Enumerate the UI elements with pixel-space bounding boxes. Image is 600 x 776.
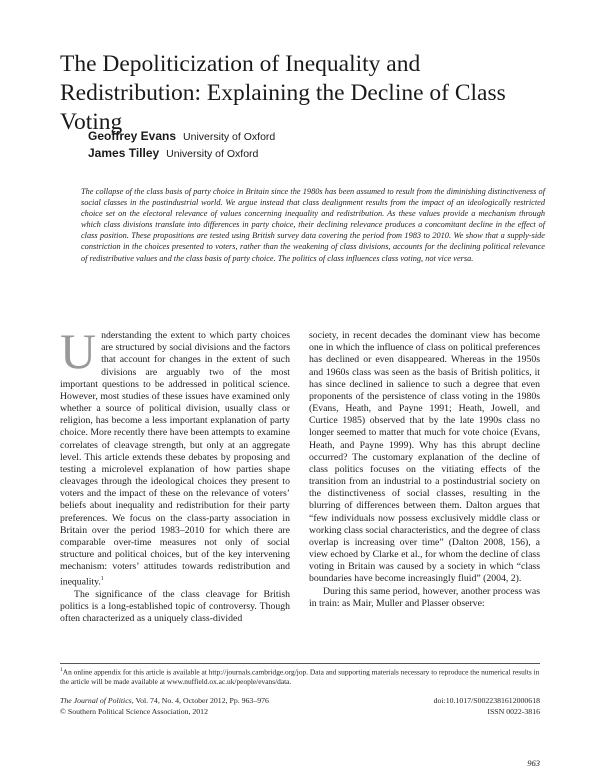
body-paragraph: The significance of the class cleavage for British politics is a long-established topic of controversy. Though often characterized as a uniquely class-divided [60,588,290,625]
body-column-left [60,323,290,625]
journal-name: The Journal of Politics [60,696,132,705]
author-list [88,128,275,162]
page-number: 963 [527,758,540,768]
body-column-right [309,330,540,610]
footer-citation [60,695,269,717]
author-name: Geoffrey Evans [88,129,177,143]
author-affiliation: University of Oxford [166,148,259,160]
author-entry [88,128,275,145]
body-paragraph: During this same period, however, another process was in train: as Mair, Muller and Plasser observe: [309,585,540,609]
paragraph-text: nderstanding the extent to which party choices are structured by social divisions and the factors that account for changes in the extent of such divisions are arguably two of the most important questions to be addressed in political science. However, most studies of these issues have examined only whether a source of political division, usually class or religion, has become a less important explanation of party choice. More recently there have been attempts to examine correlates of cleavage strength, but only at an aggregate level. This article extends these debates by proposing and testing a microlevel explanation of how parties shape cleavages through the ideological choices they present to voters and the impact of these on the relevance of voters’ beliefs about inequality and redistribution for their party preferences. We focus on the class-party association in Britain over the period 1983–2010 for which there are comparable over-time measures not only of social structure and political choices, but of the key intervening mechanism: voters’ attitudes towards redistribution and inequality. [60,330,290,588]
footnote-divider [60,663,540,664]
abstract: The collapse of the class basis of party choice in Britain since the 1980s has been assumed to result from the diminishing distinctiveness of social classes in the postindustrial world. We argue instead that class dealignment results from the impact of an ideologically restricted choice set on the electoral relevance of values concerning inequality and redistribution. As these values provide a mechanism through which class divisions translate into differences in party choice, their declining relevance produces a concomitant decline in the effect of class position. These propositions are tested using British survey data covering the period from 1983 to 2010. We show that a supply-side constriction in the choices presented to voters, rather than the weakening of class divisions, accounts for the declining political relevance of redistributive values and the class basis of party choice. The politics of class influences class voting, not vice versa. [81,187,545,263]
footer-identifiers [340,695,540,717]
footnote [60,666,540,687]
body-paragraph: society, in recent decades the dominant view has become one in which the influence of class on political preferences has declined or even disappeared. Whereas in the 1950s and 1960s class was seen as the basis of British politics, it has since declined in salience to such a degree that even proponents of the persistence of class voting in the 1980s (Evans, Heath, and Payne 1991; Heath, Jowell, and Curtice 1985) observed that by the late 1990s class no longer seemed to matter that much for vote choice (Evans, Heath, and Payne 1999). Why has this abrupt decline occurred? The customary explanation of the decline of class politics focuses on the vitiating effects of the transition from an industrial to a postindustrial society on the distinctiveness of social classes, resulting in the blurring of differences between them. Dalton argues that “few individuals now possess exclusively middle class or working class social characteristics, and the degree of class overlap is increasing over time” (Dalton 2008, 156), a view echoed by Clarke et al., for whom the decline of class voting in Britain was caused by a society in which “class boundaries have become increasingly fluid” (2004, 2). [309,330,540,585]
body-paragraph [60,323,290,589]
article-title: The Depoliticization of Inequality and Redistribution: Explaining the Decline of Class Voting [60,51,506,135]
author-entry [88,145,275,162]
citation-details: , Vol. 74, No. 4, October 2012, Pp. 963–976 [131,696,269,705]
author-name: James Tilley [88,146,160,160]
footnote-marker: 1 [60,667,63,673]
doi[interactable]: doi:10.1017/S0022381612000618 [433,696,540,705]
author-affiliation: University of Oxford [183,131,276,143]
copyright: © Southern Political Science Association, 2012 [60,707,208,716]
footnote-reference[interactable]: 1 [100,576,104,583]
footnote-text: An online appendix for this article is available at http://journals.cambridge.org/jop. Data and supporting materials necessary to reproduce the numerical results in the article will be made available at www.nuffield.ox.ac.uk/people/evans/data. [60,667,540,687]
issn: ISSN 0022-3816 [487,707,540,716]
drop-cap: U [60,323,97,379]
